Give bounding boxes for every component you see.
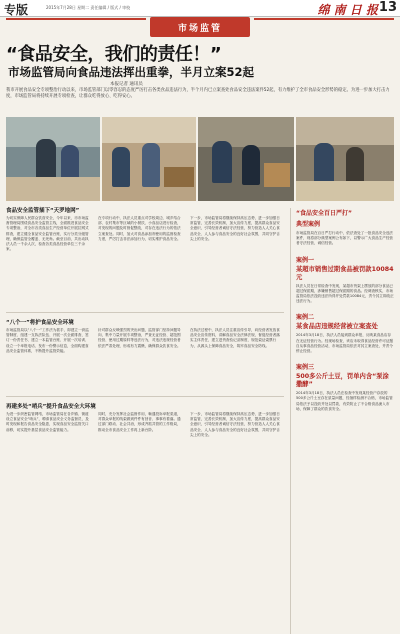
section-2-col-3: 在执法过程中，执法人员注重宣传引导，向经营者发放食品安全宣传资料，讲解食品安全法律法规，督促经营者落实主体责任，建立进货查验记录制度，规范索证索票行为，从源头上保障食品安全，筑牢食品安全防线。 [190,328,280,348]
cases-intro: 市场监管局在百日严打行动中，依法查处了一批食品安全违法案件，现将部分典型案例公布如下，以警示广大食品生产经营者守法经营，诚信经营。 [296,231,394,246]
section-2-col-1: 市场监管局以“八个一”工作法为抓手，即建立一套监管制度、组建一支执法队伍、开展一次全面排查、签订一份责任书、建立一本监管台账、开展一次培训、设立一个举报电话、发布一份警示信息，全面构建食品安全监管体系，不断提升监管效能。 [6,328,89,353]
section-2-col-2: 针对群众反映强烈的突出问题，监管部门坚持问题导向，集中力量开展专项整治，严查无证经营、超范围经营、使用过期原料等违法行为，对违法违规经营者依法严肃处理，形成有力震慑，确保群众饮食安全。 [98,328,181,348]
issue-meta: 2015年7月28日 星期二 责任编辑 / 版式 / 审校 [46,5,131,10]
byline: 本报记者 通讯员 [110,82,143,87]
section-1-col-1: 为切实保障人民群众饮食安全，今年以来，市市场监督管理局围绕食品安全监管主线，全面推进食品安全专项整治，对全市各类食品生产经营单位开展拉网式排查，建立健全食品安全监管台账，实行分类分级管理，确保监管全覆盖、无死角。截至目前，共出动执法人员一千余人次，检查各类食品经营单位三千余家。 [6,216,89,252]
photo-inspection-1 [6,117,100,201]
case-3-tag: 案例三 [296,364,315,372]
section-2-title: “八个一”将护食品安全环境 [6,320,74,326]
divider-2 [6,396,284,397]
section-1-col-3: 下一步，市场监管局将继续保持高压态势，进一步加强日常监管，完善长效机制，加大宣传力度，提高群众食品安全意识，引导经营者诚信守法经营，努力营造人人关心食品安全、人人参与食品安全的良好社会氛围，共同守护舌尖上的安全。 [190,216,280,241]
page-number: 13 [378,0,397,15]
photo-inspection-3 [198,117,294,201]
section-1-col-2: 在专项行动中，执法人员重点对学校周边、城乡结合部、农村集市等区域的小餐饮、小食品店进行检查，对发现的问题及时督促整改，对存在违法行为的依法立案查处。同时，加大对食品添加剂使用的监督检查力度，严厉打击非法添加行为，切实维护食品安全。 [98,216,181,241]
photo-inspection-2 [102,117,196,201]
section-label: 专版 [4,3,29,17]
section-banner [150,17,250,37]
divider-1 [6,312,284,313]
case-2-body: 2014年3月18日，执法人员接到群众举报，反映某食品店存在无证经营行为。经现场检查，该店未取得食品经营许可证擅自从事食品经营活动，市场监管局依法对其立案查处，并责令停止经营。 [296,333,394,354]
case-1-tag: 案例一 [296,256,315,264]
case-3-body: 2014年3月18日，执法人员在检查中发现某经营户存放的500多公斤土豆存在质量问题，经抽样检测不合格，市场监管局依法予以没收并处以罚款，有效防止了不合格食品流入市场，保障了群众的饮食安全。 [296,391,393,411]
cases-sidebar [290,208,394,634]
section-3-col-1: 为进一步织密监管网络，市场监管局在各乡镇、街道设立食品安全“哨兵”，聘请食品安全义务监督员，及时发现和报告食品安全隐患，实现食品安全监管关口前移，切实提升基层食品安全监管能力。 [6,412,89,432]
subheadline: 市场监管局向食品违法挥出重拳，半月立案52起 [8,65,255,79]
section-1-title: 食品安全监管插下“天罗地网” [6,208,80,214]
section-banner-label: 市场监管 [177,23,222,34]
case-2-title: 某食品店违规经营被立案查处 [296,323,378,331]
case-2-tag: 案例二 [296,314,315,322]
newspaper-name: 绵 南 日 报 [317,3,378,17]
intro-paragraph: 我市开展食品安全专项整治行动以来，市场监管部门以零容忍的态度严厉打击各类食品违法行为，半个月内已立案查处食品安全违法案件52起，有力维护了全市食品安全形势的稳定。为进一步加大打击力度，市场监管局将持续开展专项检查，让群众吃得放心、吃得安心。 [6,88,390,99]
section-3-col-2: 同时，充分发挥社会监督作用，畅通投诉举报渠道，对群众举报的线索做到件件有回音、事事有着落。通过部门联动、社会共治，形成齐抓共管的工作格局，推动全市食品安全工作再上新台阶。 [98,412,181,432]
banner-rule-left [6,18,146,20]
case-1-title: 某超市销售过期食品被罚款10084元 [296,265,394,281]
case-3-title: 500多公斤土豆，罚单内含“泵涂撒酵” [296,373,389,389]
case-1-body: 执法人员在日常检查中发现，某超市货架上摆放的部分食品已超过保质期，涉嫌销售超过保质期的食品。经调查核实，市场监管局依法没收违法所得并处罚款10084元，责令其立即改正违法行为。 [296,283,394,304]
masthead [0,0,400,17]
section-3-col-3: 下一步，市场监管局将继续保持高压态势，进一步加强日常监管，完善长效机制，加大宣传力度，提高群众食品安全意识，引导经营者诚信守法经营，努力营造人人关心食品安全、人人参与食品安全的良好社会氛围，共同守护舌尖上的安全。 [190,412,280,437]
cases-title: “食品安全百日严打” [296,210,352,217]
section-3-title: 再建多处“哨兵”提升食品安全大环境 [6,404,96,410]
banner-rule-right [254,18,394,20]
cases-subtitle: 典型案例 [296,221,321,228]
headline: “食品安全，我们的责任！” [6,44,222,65]
photo-inspection-4 [296,117,394,201]
